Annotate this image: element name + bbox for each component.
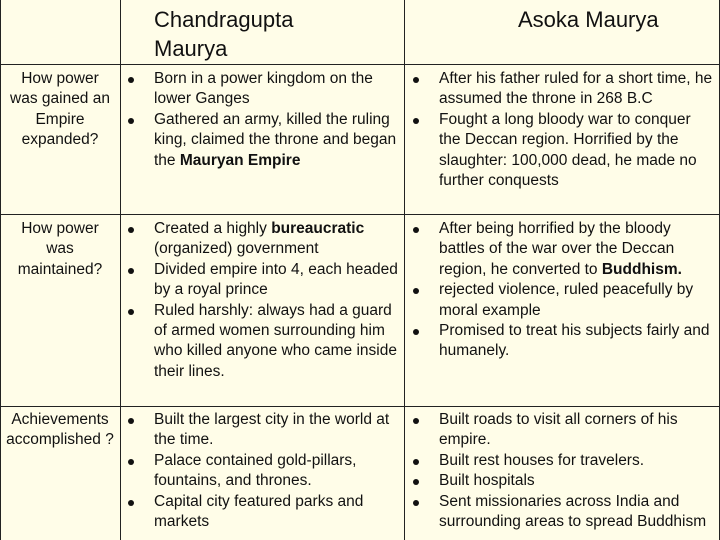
list-item: Built roads to visit all corners of his empire. xyxy=(439,410,715,451)
list-item: Created a highly bureaucratic (organized) government xyxy=(154,219,398,260)
asoka-list xyxy=(439,410,715,532)
list-item: After being horrified by the bloody battles of the war over the Deccan region, he converted to Buddhism. xyxy=(439,219,715,280)
list-item: Ruled harshly: always had a guard of armed women surrounding him who killed anyone who came inside their lines. xyxy=(154,301,398,383)
row-label: How power was maintained? xyxy=(17,220,103,278)
bullet-icon xyxy=(413,227,419,233)
asoka-list xyxy=(439,69,715,191)
list-item: Capital city featured parks and markets xyxy=(154,492,398,533)
bullet-icon xyxy=(413,479,419,485)
list-item: Sent missionaries across India and surrounding areas to spread Buddhism xyxy=(439,492,715,533)
list-item: rejected violence, ruled peacefully by moral example xyxy=(439,280,715,321)
chandragupta-list xyxy=(154,410,398,532)
list-item: Fought a long bloody war to conquer the Deccan region. Horrified by the slaughter: 100,000 dead, he made no further conquests xyxy=(439,110,715,192)
bullet-icon xyxy=(413,329,419,335)
list-item: Born in a power kingdom on the lower Ganges xyxy=(154,69,398,110)
bullet-icon xyxy=(128,309,134,315)
bullet-icon xyxy=(413,77,419,83)
row-divider xyxy=(0,214,720,215)
list-item: Built rest houses for travelers. xyxy=(439,451,715,471)
bullet-icon xyxy=(413,118,419,124)
chandragupta-list xyxy=(154,69,398,171)
chandragupta-list xyxy=(154,219,398,382)
row-divider xyxy=(0,64,720,65)
list-item: Built the largest city in the world at the time. xyxy=(154,410,398,451)
list-item: After his father ruled for a short time, he assumed the throne in 268 B.C xyxy=(439,69,715,110)
list-item: Divided empire into 4, each headed by a royal prince xyxy=(154,260,398,301)
list-item: Gathered an army, killed the ruling king, claimed the throne and began the Mauryan Empire xyxy=(154,110,398,171)
list-item: Palace contained gold-pillars, fountains, and thrones. xyxy=(154,451,398,492)
row-label: Achievements accomplished ? xyxy=(6,411,114,449)
header-chandragupta: Chandragupta Maurya xyxy=(154,7,294,61)
bullet-icon xyxy=(128,118,134,124)
column-divider xyxy=(404,0,405,540)
bullet-icon xyxy=(413,459,419,465)
row-divider xyxy=(0,406,720,407)
bullet-icon xyxy=(128,500,134,506)
bullet-icon xyxy=(413,500,419,506)
row-label: How power was gained an Empire expanded? xyxy=(10,70,110,149)
column-divider xyxy=(0,0,1,540)
bullet-icon xyxy=(128,459,134,465)
bullet-icon xyxy=(128,227,134,233)
bullet-icon xyxy=(128,418,134,424)
bullet-icon xyxy=(413,418,419,424)
list-item: Promised to treat his subjects fairly and humanely. xyxy=(439,321,715,362)
list-item: Built hospitals xyxy=(439,471,715,491)
asoka-list xyxy=(439,219,715,362)
header-asoka: Asoka Maurya xyxy=(518,7,659,32)
column-divider xyxy=(120,0,121,540)
bullet-icon xyxy=(413,288,419,294)
bullet-icon xyxy=(128,268,134,274)
bullet-icon xyxy=(128,77,134,83)
